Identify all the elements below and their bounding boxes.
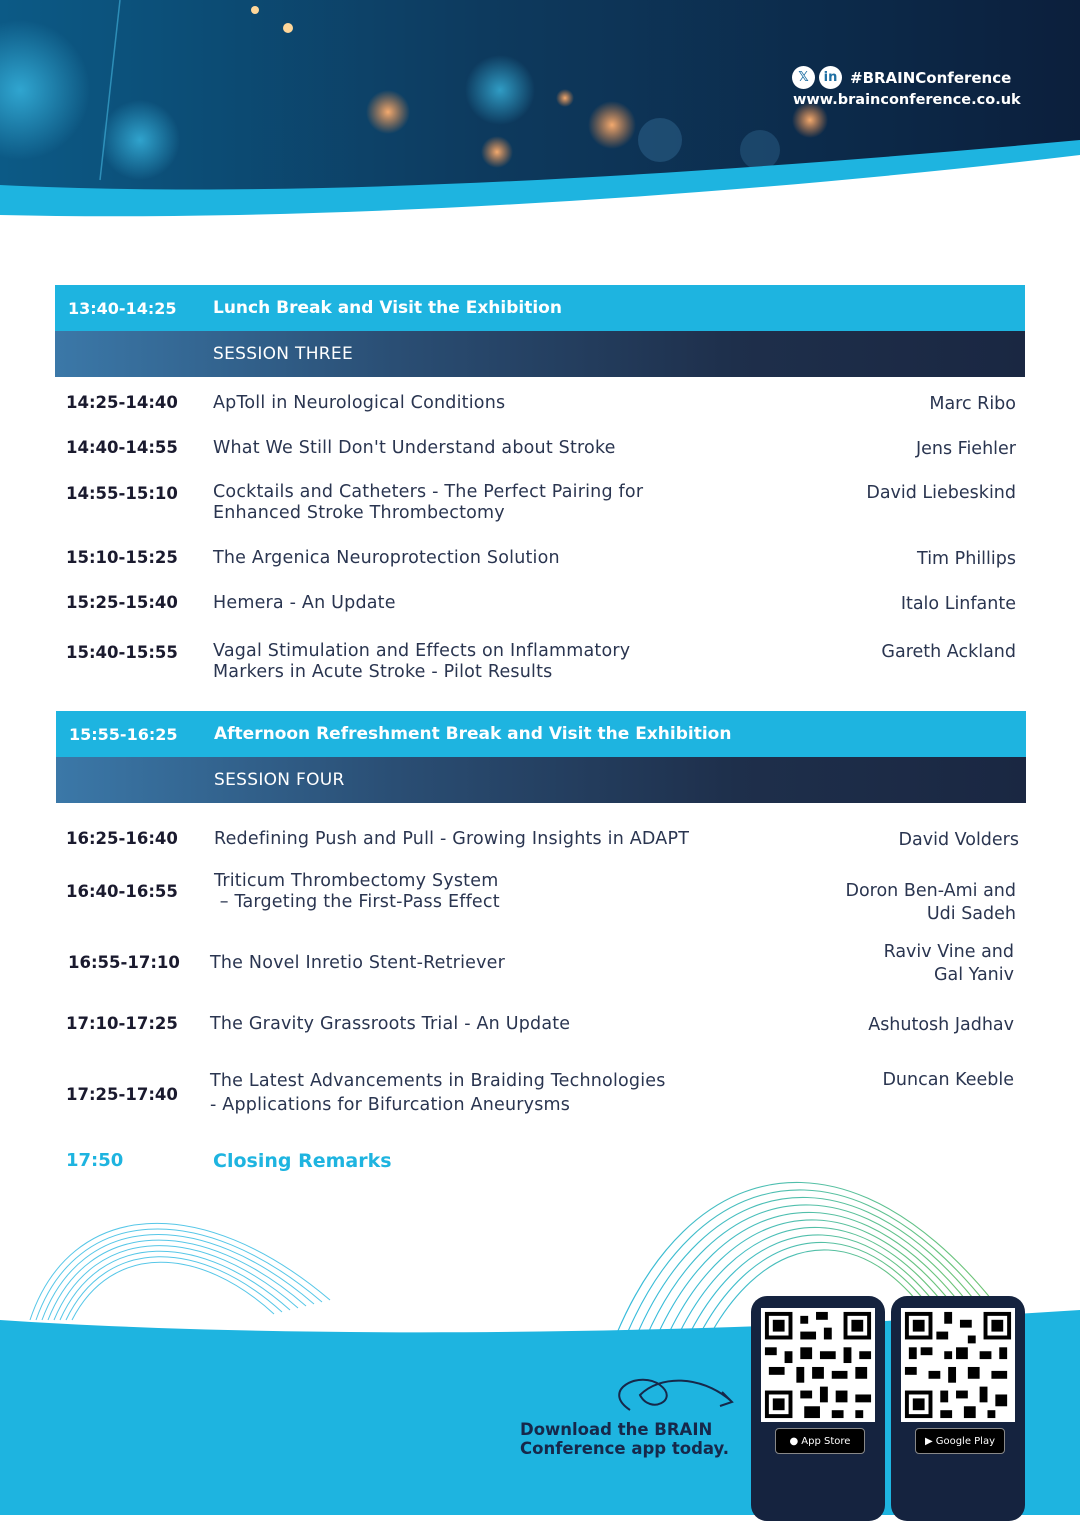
- break-label: Lunch Break and Visit the Exhibition: [213, 298, 562, 318]
- app-store-badge[interactable]: ● App Store: [775, 1428, 865, 1454]
- session-label: SESSION THREE: [213, 344, 353, 364]
- talk-time: 14:55-15:10: [66, 484, 178, 503]
- app-store-qr-code[interactable]: [761, 1308, 875, 1422]
- talk-title: ApToll in Neurological Conditions: [213, 393, 506, 413]
- talk-speaker: Ashutosh Jadhav: [868, 1015, 1014, 1035]
- talk-speaker: Doron Ben-Ami and Udi Sadeh: [845, 881, 1016, 924]
- talk-title: Vagal Stimulation and Effects on Inflammatory Markers in Acute Stroke - Pilot Results: [213, 641, 631, 682]
- lunch-break-bar: [55, 285, 1025, 331]
- talk-title: What We Still Don't Understand about Stroke: [213, 438, 616, 458]
- talk-title: The Novel Inretio Stent-Retriever: [210, 953, 506, 973]
- website-link[interactable]: www.brainconference.co.uk: [793, 92, 1021, 108]
- talk-speaker: Raviv Vine and Gal Yaniv: [883, 942, 1014, 985]
- talk-speaker: Italo Linfante: [900, 594, 1016, 614]
- refreshment-break-bar: [56, 711, 1026, 757]
- talk-title: Cocktails and Catheters - The Perfect Pairing for Enhanced Stroke Thrombectomy: [213, 482, 644, 523]
- talk-title: Redefining Push and Pull - Growing Insights in ADAPT: [214, 829, 690, 849]
- talk-title: Hemera - An Update: [213, 593, 396, 613]
- talk-speaker: Marc Ribo: [929, 394, 1016, 414]
- session-four-header: [56, 757, 1026, 803]
- talk-time: 16:55-17:10: [68, 953, 180, 972]
- qr-pattern: [901, 1308, 1015, 1422]
- break-time: 15:55-16:25: [69, 724, 178, 744]
- session-three-header: [55, 331, 1025, 377]
- qr-pattern: [761, 1308, 875, 1422]
- talk-speaker: Duncan Keeble: [882, 1070, 1014, 1090]
- linkedin-icon[interactable]: in: [819, 66, 842, 89]
- talk-time: 14:25-14:40: [66, 393, 178, 412]
- closing-label: Closing Remarks: [213, 1150, 392, 1172]
- talk-time: 17:25-17:40: [66, 1085, 178, 1104]
- talk-time: 15:25-15:40: [66, 593, 178, 612]
- talk-title: Triticum Thrombectomy System – Targeting the First-Pass Effect: [214, 871, 500, 912]
- talk-time: 16:25-16:40: [66, 829, 178, 848]
- header-banner: [0, 0, 1080, 220]
- play-icon: ▶: [925, 1435, 933, 1447]
- talk-title: The Latest Advancements in Braiding Technologies - Applications for Bifurcation Aneurysms: [210, 1071, 666, 1115]
- talk-speaker: Jens Fiehler: [915, 439, 1016, 459]
- talk-speaker: Tim Phillips: [917, 549, 1016, 569]
- talk-time: 15:10-15:25: [66, 548, 178, 567]
- session-label: SESSION FOUR: [214, 770, 345, 790]
- talk-speaker: David Liebeskind: [866, 483, 1016, 503]
- closing-time: 17:50: [66, 1150, 124, 1171]
- talk-time: 14:40-14:55: [66, 438, 178, 457]
- break-time: 13:40-14:25: [68, 298, 177, 318]
- download-app-text: Download the BRAIN Conference app today.: [520, 1420, 730, 1458]
- break-label: Afternoon Refreshment Break and Visit the Exhibition: [214, 724, 732, 744]
- app-store-phone[interactable]: [751, 1296, 885, 1521]
- talk-title: The Gravity Grassroots Trial - An Update: [210, 1014, 571, 1034]
- x-icon[interactable]: 𝕏: [792, 66, 815, 89]
- header-background: [0, 0, 1080, 220]
- google-play-qr-code[interactable]: [901, 1308, 1015, 1422]
- talk-time: 17:10-17:25: [66, 1014, 178, 1033]
- closing-remarks: [66, 1150, 392, 1172]
- hashtag: #BRAINConference: [850, 68, 1012, 87]
- talk-time: 16:40-16:55: [66, 882, 178, 901]
- social-links: [792, 66, 1011, 89]
- apple-icon: ●: [789, 1435, 799, 1447]
- google-play-badge[interactable]: ▶ Google Play: [915, 1428, 1005, 1454]
- google-play-phone[interactable]: [891, 1296, 1025, 1521]
- talk-speaker: David Volders: [898, 830, 1019, 850]
- talk-time: 15:40-15:55: [66, 643, 178, 662]
- talk-title: The Argenica Neuroprotection Solution: [213, 548, 560, 568]
- talk-speaker: Gareth Ackland: [881, 642, 1016, 662]
